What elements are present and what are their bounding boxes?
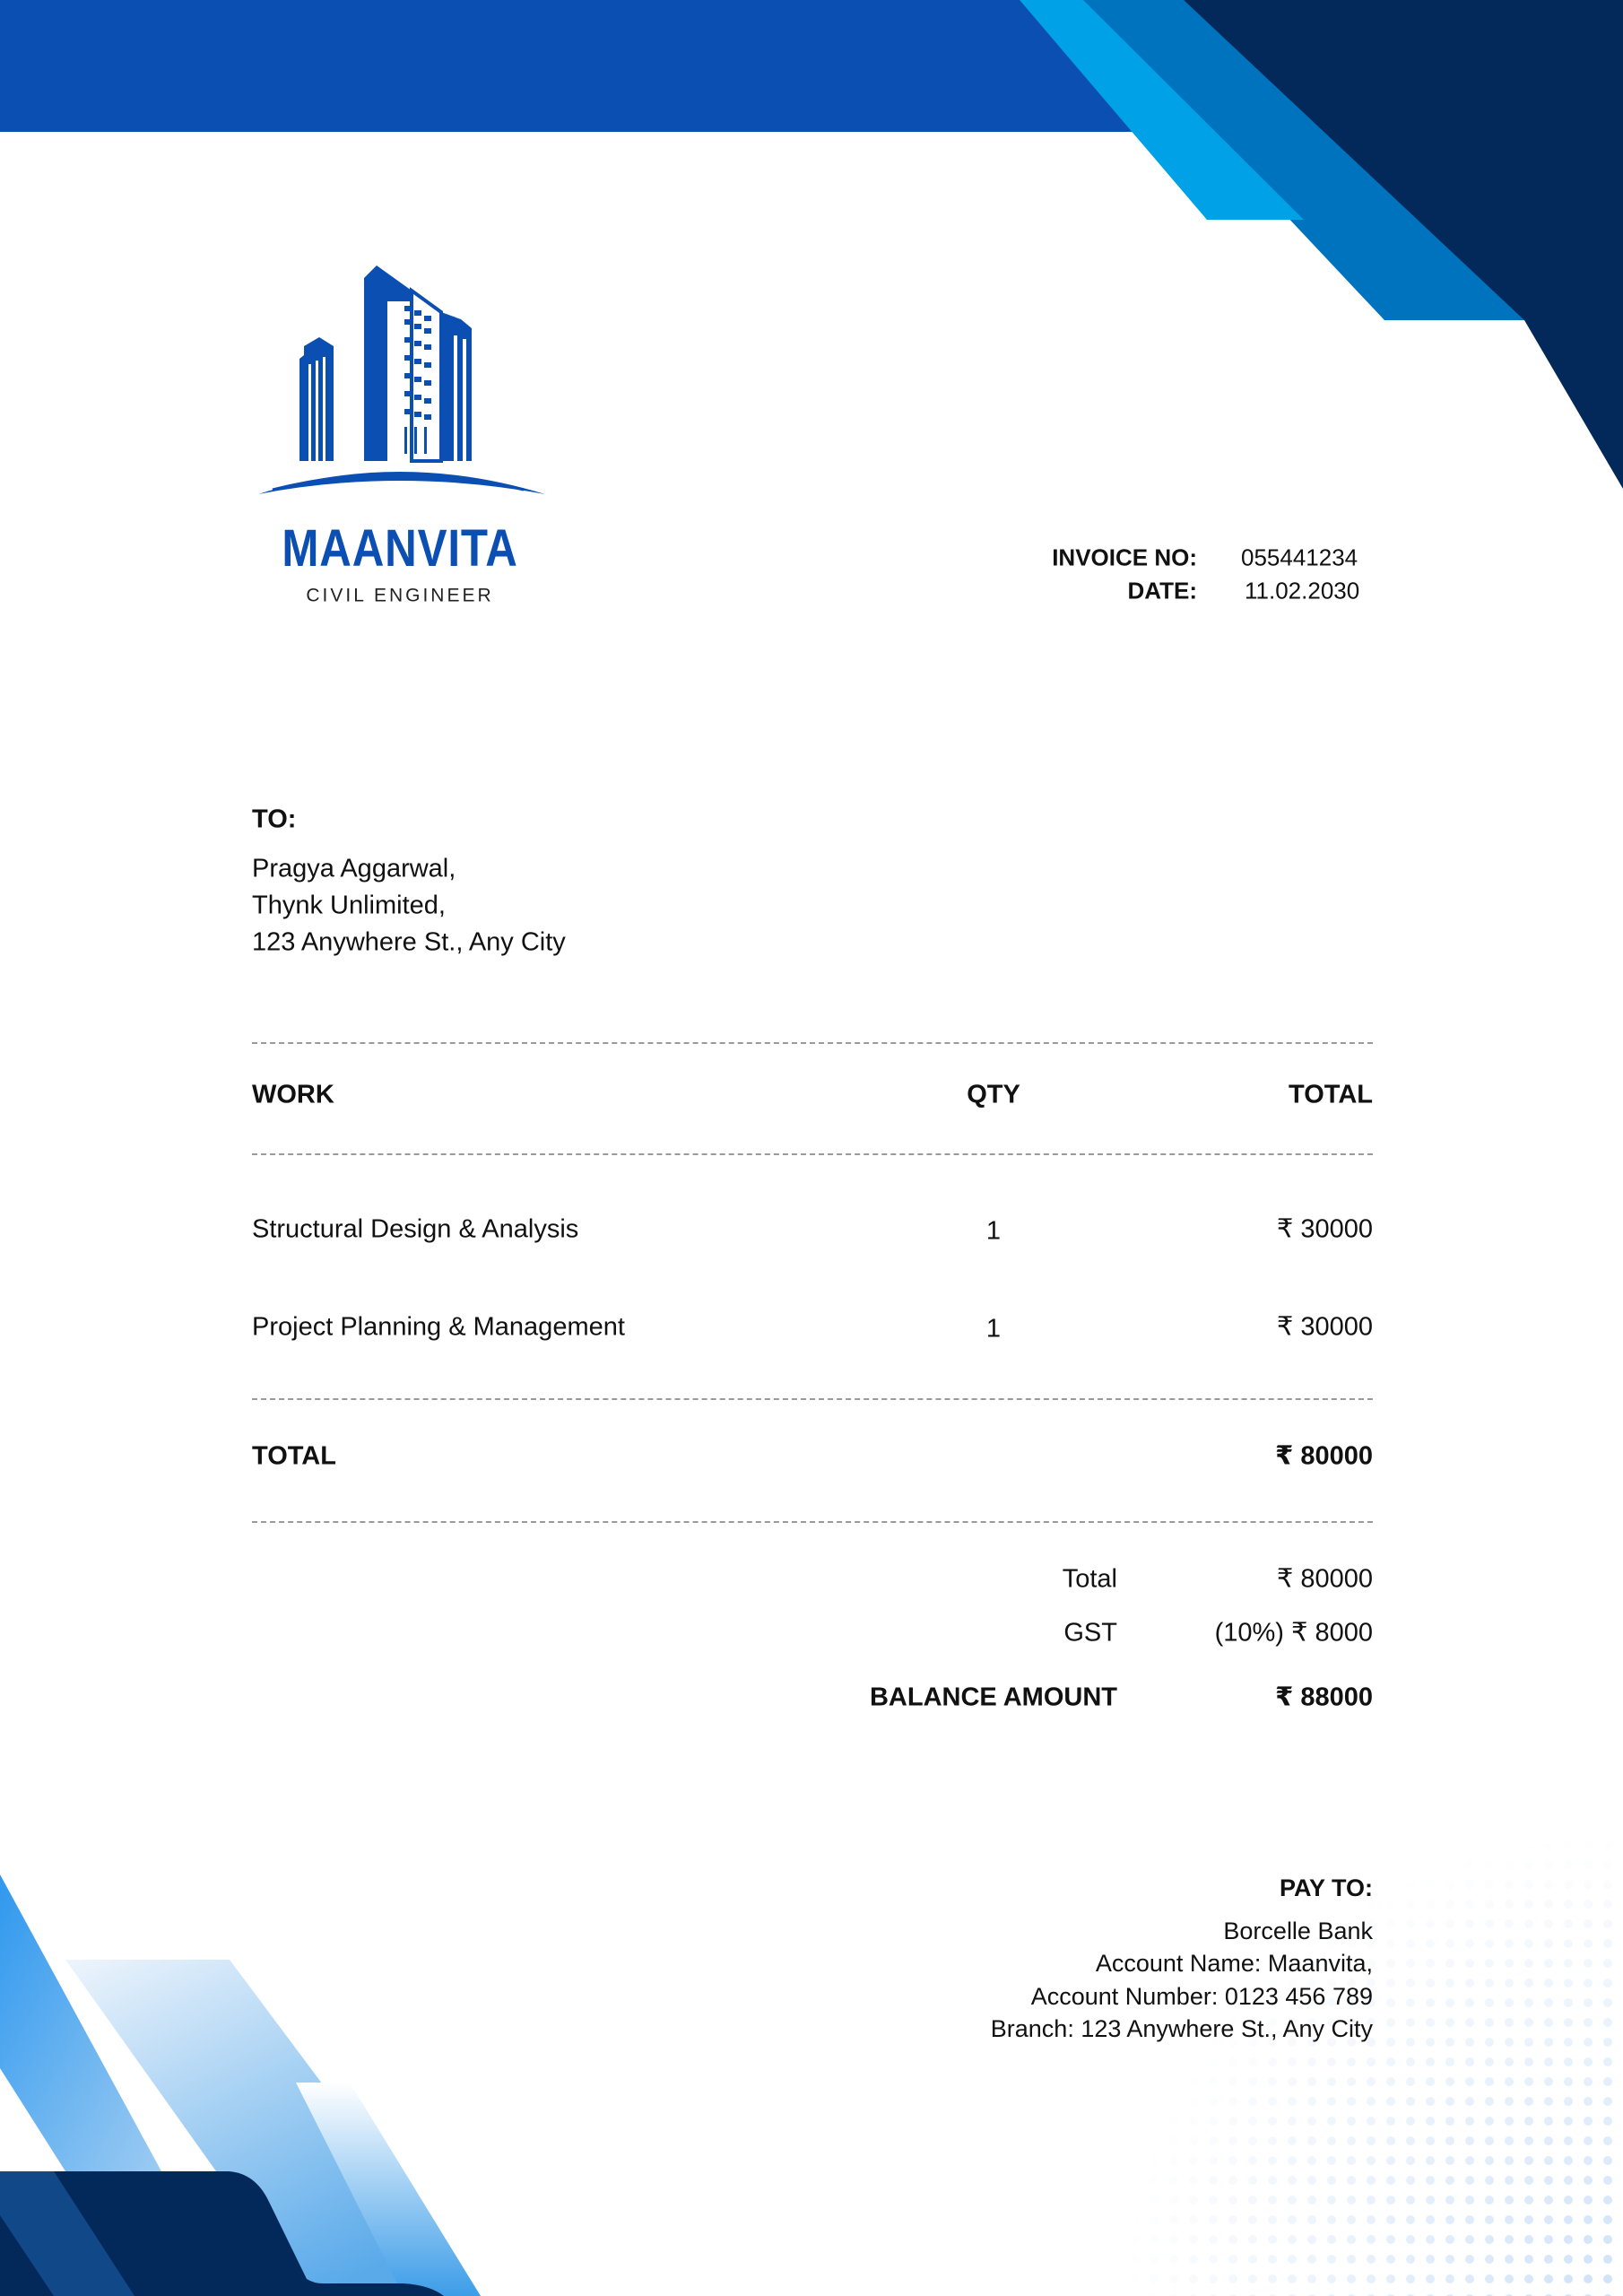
row-total: ₹ 30000 bbox=[1276, 1214, 1373, 1244]
building-logo-icon bbox=[255, 265, 547, 497]
header-qty: QTY bbox=[967, 1080, 1020, 1109]
row-total: ₹ 30000 bbox=[1276, 1312, 1373, 1342]
divider bbox=[252, 1153, 1373, 1155]
summary-total-label: Total bbox=[1062, 1564, 1117, 1594]
to-line: Pragya Aggarwal, bbox=[252, 854, 456, 883]
summary-total-value: ₹ 80000 bbox=[1276, 1564, 1373, 1594]
invoice-date: 11.02.2030 bbox=[1245, 577, 1360, 604]
balance-label: BALANCE AMOUNT bbox=[869, 1683, 1117, 1712]
total-value: ₹ 80000 bbox=[1275, 1441, 1373, 1471]
row-qty: 1 bbox=[985, 1216, 1002, 1246]
invoice-number: 055441234 bbox=[1241, 544, 1358, 571]
pay-to-line: Borcelle Bank bbox=[1223, 1917, 1373, 1944]
invoice-number-label: INVOICE NO: bbox=[1052, 544, 1197, 571]
divider bbox=[252, 1521, 1373, 1523]
invoice-date-label: DATE: bbox=[1127, 577, 1197, 604]
gst-label: GST bbox=[1063, 1618, 1117, 1648]
divider bbox=[252, 1398, 1373, 1400]
row-work: Structural Design & Analysis bbox=[252, 1214, 579, 1244]
header-total: TOTAL bbox=[1289, 1080, 1373, 1109]
row-qty: 1 bbox=[985, 1314, 1002, 1344]
row-work: Project Planning & Management bbox=[252, 1312, 625, 1342]
divider bbox=[252, 1042, 1373, 1044]
brand-name: MAANVITA bbox=[282, 519, 518, 578]
gst-value: (10%) ₹ 8000 bbox=[1214, 1618, 1373, 1648]
pay-to-line: Account Number: 0123 456 789 bbox=[1030, 1982, 1373, 2010]
balance-value: ₹ 88000 bbox=[1275, 1683, 1373, 1712]
to-line: 123 Anywhere St., Any City bbox=[252, 927, 566, 957]
to-line: Thynk Unlimited, bbox=[252, 891, 446, 920]
to-label: TO: bbox=[252, 804, 297, 834]
pay-to-line: Branch: 123 Anywhere St., Any City bbox=[990, 2014, 1373, 2042]
total-label: TOTAL bbox=[252, 1441, 336, 1471]
pay-to-label: PAY TO: bbox=[1279, 1874, 1373, 1901]
pay-to-line: Account Name: Maanvita, bbox=[1095, 1949, 1373, 1977]
brand-tagline: CIVIL ENGINEER bbox=[306, 585, 494, 606]
header-work: WORK bbox=[252, 1080, 334, 1109]
